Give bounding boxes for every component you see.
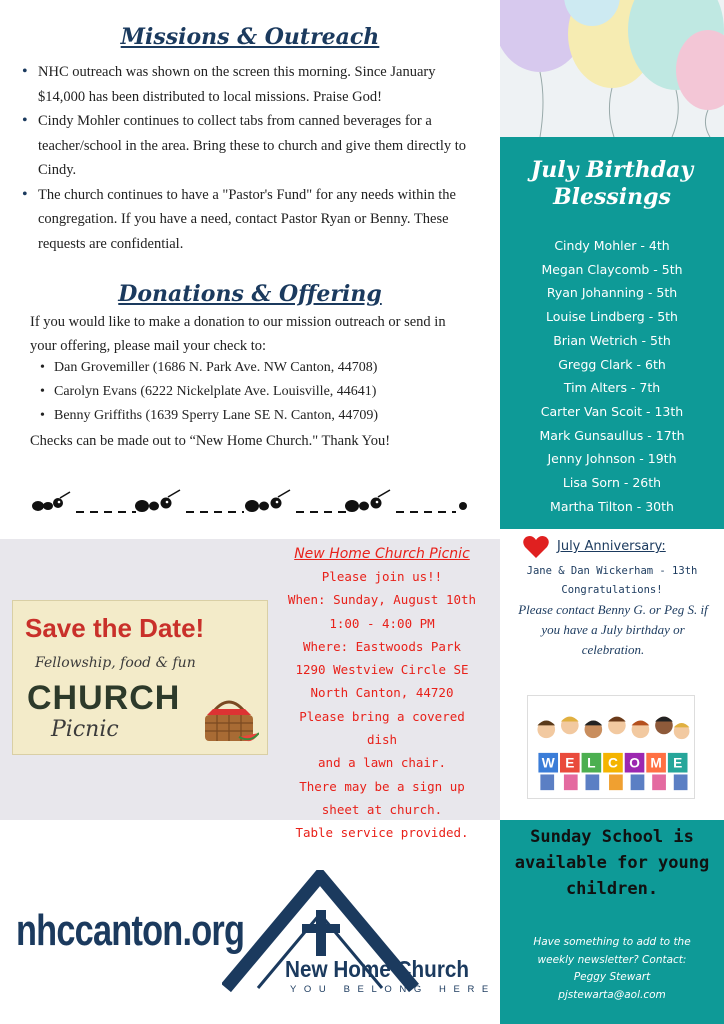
ants-divider-icon	[30, 484, 470, 524]
list-item: • Cindy Mohler continues to collect tabs from canned beverages for a teacher/school in the area. Bring these to church and give them directly to Cindy.	[22, 109, 482, 183]
svg-text:O: O	[629, 755, 640, 771]
svg-text:E: E	[673, 755, 683, 771]
donations-closing: Checks can be made out to “New Home Church." Thank You!	[30, 433, 391, 449]
svg-text:W: W	[541, 755, 555, 771]
svg-text:L: L	[587, 755, 596, 771]
address-item: • Benny Griffiths (1639 Sperry Lane SE N. Canton, 44709)	[40, 404, 480, 428]
picnic-line: Please bring a covered dish	[299, 708, 465, 748]
birthday-title-line: July Birthday	[530, 157, 694, 183]
ant-icon	[135, 490, 180, 512]
logo-name: New Home Church	[285, 956, 470, 982]
missions-list	[22, 60, 482, 256]
fellowship-tagline: Fellowship, food & fun	[35, 655, 196, 671]
picnic-line: 1290 Westview Circle SE	[295, 662, 469, 678]
picnic-line: Where: Eastwoods Park	[302, 638, 462, 654]
address-item: • Carolyn Evans (6222 Nickelplate Ave. Louisville, 44641)	[40, 380, 480, 404]
balloons-icon	[500, 0, 724, 137]
svg-text:C: C	[608, 755, 618, 771]
contact-line: weekly newsletter? Contact:	[537, 953, 687, 966]
anniversary-note: Please contact Benny G. or Peg S. if you have a July birthday or celebration.	[518, 602, 708, 657]
picnic-title: New Home Church Picnic	[294, 546, 470, 562]
list-item: Gregg Clark - 6th	[558, 356, 666, 372]
list-item: • NHC outreach was shown on the screen this morning. Since January $14,000 has been distributed to local missions. Praise God!	[22, 60, 482, 109]
donations-intro: If you would like to make a donation to our mission outreach or send in your offering, please mail your check to:	[30, 314, 446, 354]
logo-tagline: YOU BELONG HERE	[290, 984, 496, 995]
picnic-section	[0, 539, 500, 841]
list-item: Brian Wetrich - 5th	[553, 332, 671, 348]
contact-line: Have something to add to the	[533, 936, 691, 948]
list-item: Cindy Mohler - 4th	[554, 238, 670, 253]
ant-icon	[32, 492, 70, 511]
save-the-date-text: Save the Date!	[25, 613, 205, 643]
list-item: Mark Gunsaullus - 17th	[539, 427, 685, 443]
birthday-list	[500, 234, 724, 518]
anniversary-names: Jane & Dan Wickerham - 13th	[526, 565, 698, 577]
anniversary-congrats: Congratulations!	[561, 584, 663, 596]
picnic-details	[282, 543, 482, 845]
save-the-date-card	[12, 600, 268, 755]
address-item: • Dan Grovemiller (1686 N. Park Ave. NW Canton, 44708)	[40, 356, 480, 380]
list-item: Jenny Johnson - 19th	[547, 451, 677, 467]
list-item: Megan Claycomb - 5th	[541, 261, 683, 277]
ant-icon	[245, 490, 290, 512]
address-list	[40, 356, 480, 428]
picnic-line: Please join us!!	[321, 569, 443, 584]
heart-icon	[523, 535, 549, 559]
picnic-line: There may be a sign up	[299, 778, 465, 794]
picnic-line: 1:00 - 4:00 PM	[329, 615, 435, 631]
list-item: Ryan Johanning - 5th	[546, 285, 678, 301]
donations-title: Donations & Offering	[118, 281, 382, 307]
church-text: CHURCH	[27, 679, 181, 717]
contact-name: Peggy Stewart	[573, 971, 651, 983]
picnic-text: Picnic	[51, 717, 119, 742]
birthday-title-line: Blessings	[553, 184, 671, 210]
picnic-line: sheet at church.	[321, 801, 443, 817]
anniversary-title: July Anniversary:	[557, 539, 666, 554]
picnic-line: North Canton, 44720	[310, 685, 454, 701]
sunday-school-text: Sunday School is available for young children.	[514, 827, 710, 899]
newsletter-contact	[510, 934, 714, 1004]
list-item: Louise Lindberg - 5th	[546, 309, 678, 325]
svg-text:M: M	[650, 755, 662, 771]
picnic-basket-icon	[199, 693, 259, 747]
website-url[interactable]: nhccanton.org	[16, 906, 245, 955]
ant-icon	[345, 490, 390, 512]
birthday-title	[500, 157, 724, 211]
picnic-line: and a lawn chair.	[318, 755, 446, 771]
svg-text:E: E	[565, 755, 575, 771]
welcome-kids-icon	[527, 695, 695, 799]
missions-title: Missions & Outreach	[120, 24, 380, 50]
picnic-line: When: Sunday, August 10th	[287, 592, 477, 608]
list-item: Martha Tilton - 30th	[550, 498, 674, 514]
list-item: Lisa Sorn - 26th	[562, 475, 662, 491]
contact-email[interactable]: pjstewarta@aol.com	[558, 988, 666, 1001]
list-item: • The church continues to have a "Pastor's Fund" for any needs within the congregation. If you have a need, contact Pastor Ryan or Benny. These requests are confidential.	[22, 183, 482, 257]
list-item: Carter Van Scoit - 13th	[540, 403, 684, 419]
picnic-line: Table service provided.	[295, 825, 469, 841]
list-item: Tim Alters - 7th	[563, 380, 661, 396]
